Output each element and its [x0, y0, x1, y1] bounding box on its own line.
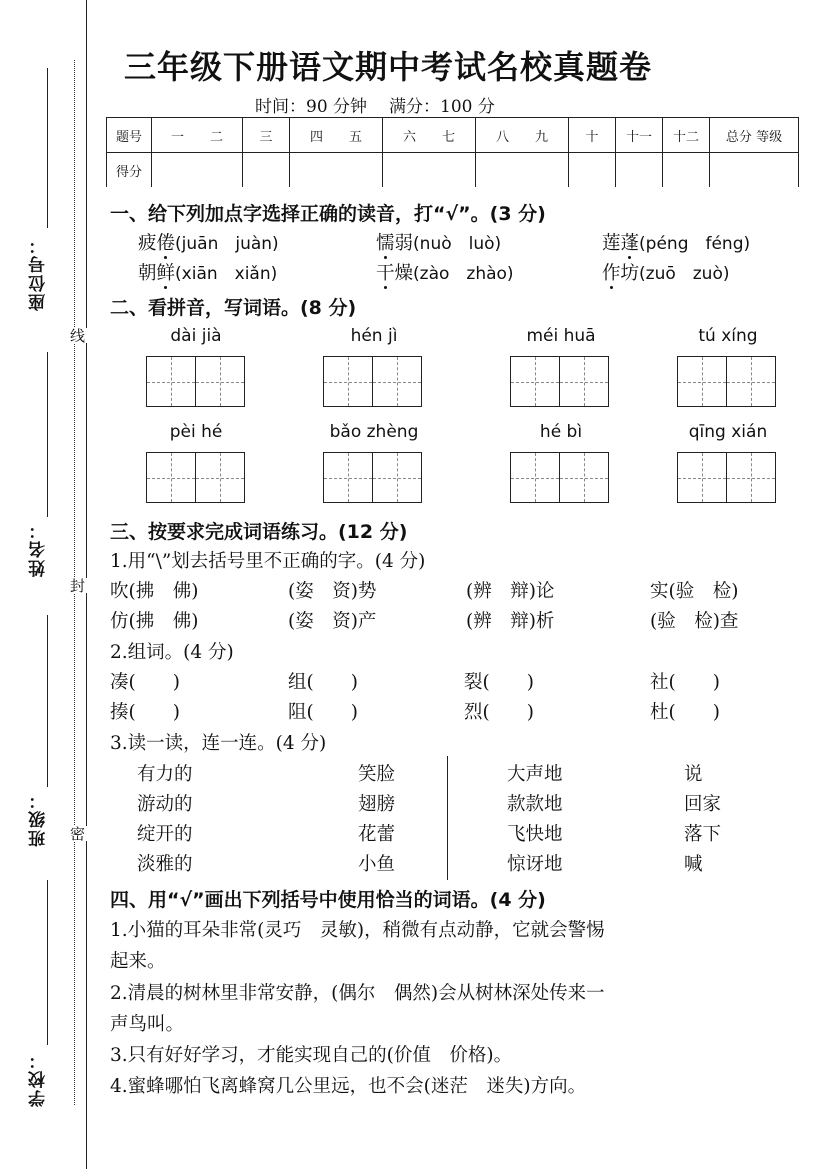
header-cell: 十二: [663, 118, 710, 153]
school-line: [47, 880, 48, 1045]
header-cell: 三: [243, 118, 290, 153]
page-title: 三年级下册语文期中考试名校真题卷: [124, 48, 653, 86]
writing-grid[interactable]: [677, 356, 776, 407]
seal-mark-seal: 封: [68, 578, 86, 593]
writing-grid[interactable]: [146, 452, 245, 503]
class-line: [47, 615, 48, 787]
word-blank[interactable]: 社( ): [650, 672, 720, 693]
match-word[interactable]: 惊讶地: [507, 854, 563, 875]
word-blank[interactable]: 杜( ): [650, 702, 720, 723]
pronunciation-item: 疲倦(juān juàn): [138, 233, 279, 254]
match-word[interactable]: 喊: [684, 854, 703, 875]
match-word[interactable]: 翅膀: [358, 794, 396, 815]
match-word[interactable]: 款款地: [507, 794, 563, 815]
question-4-line: 4.蜜蜂哪怕飞离蜂窝几公里远，也不会(迷茫 迷失)方向。: [110, 1076, 587, 1097]
header-cell: 六 七: [383, 118, 476, 153]
pronunciation-item: 懦弱(nuò luò): [376, 233, 502, 254]
writing-grid[interactable]: [146, 356, 245, 407]
writing-grid[interactable]: [510, 452, 609, 503]
class-label: 班级：: [29, 790, 49, 847]
question-4-line: 3.只有好好学习，才能实现自己的(价值 价格)。: [110, 1045, 513, 1066]
choice-item: (辨 辩)论: [466, 581, 555, 602]
header-cell: 十一: [616, 118, 663, 153]
pronunciation-item: 作坊(zuō zuò): [602, 263, 730, 284]
section-4-title: 四、用“√”画出下列括号中使用恰当的词语。(4 分): [110, 889, 546, 911]
choice-item: (辨 辩)析: [466, 611, 555, 632]
question-3-1: 1.用“\”划去括号里不正确的字。(4 分): [110, 551, 426, 572]
word-blank[interactable]: 揍( ): [110, 702, 180, 723]
header-cell: 一 二: [152, 118, 243, 153]
match-word[interactable]: 大声地: [507, 764, 563, 785]
section-2-title: 二、看拼音，写词语。(8 分): [110, 297, 357, 319]
header-cell: 题号: [107, 118, 152, 153]
seal-mark-line: 线: [68, 328, 86, 343]
match-word[interactable]: 落下: [684, 824, 722, 845]
match-word[interactable]: 回家: [684, 794, 722, 815]
score-cell[interactable]: [663, 153, 710, 188]
seal-mark-secret: 密: [68, 826, 86, 841]
pronunciation-item: 莲蓬(péng féng): [602, 233, 751, 254]
question-3-2: 2.组词。(4 分): [110, 642, 234, 663]
header-cell: 总分 等级: [710, 118, 799, 153]
score-cell[interactable]: [616, 153, 663, 188]
seat-number-label: 座位号：: [29, 235, 49, 311]
choice-item: 实(验 检): [650, 581, 739, 602]
pinyin-prompt: qīng xián: [688, 422, 768, 442]
writing-grid[interactable]: [677, 452, 776, 503]
school-label: 学校：: [29, 1050, 49, 1107]
name-label: 姓名：: [29, 520, 49, 577]
question-4-line: 1.小猫的耳朵非常(灵巧 灵敏)，稍微有点动静，它就会警惕: [110, 920, 605, 941]
score-cell[interactable]: [710, 153, 799, 188]
pinyin-prompt: bǎo zhèng: [329, 422, 419, 442]
score-table: [106, 117, 799, 187]
word-blank[interactable]: 阻( ): [288, 702, 358, 723]
exam-full-score: 满分：100 分: [389, 97, 495, 117]
question-4-line: 2.清晨的树林里非常安静，(偶尔 偶然)会从树林深处传来一: [110, 983, 605, 1004]
exam-info: [255, 92, 495, 117]
section-1-title: 一、给下列加点字选择正确的读音，打“√”。(3 分): [110, 203, 546, 225]
header-cell: 四 五: [290, 118, 383, 153]
match-word[interactable]: 花蕾: [358, 824, 396, 845]
question-4-line: 起来。: [110, 951, 166, 972]
writing-grid[interactable]: [323, 356, 422, 407]
score-cell[interactable]: [290, 153, 383, 188]
choice-item: (验 检)查: [650, 611, 739, 632]
exam-time: 时间：90 分钟: [255, 97, 368, 117]
seat-number-line: [47, 68, 48, 228]
choice-item: 仿(拂 佛): [110, 611, 199, 632]
pinyin-prompt: pèi hé: [169, 422, 223, 442]
pronunciation-item: 干燥(zào zhào): [376, 263, 514, 284]
section-3-title: 三、按要求完成词语练习。(12 分): [110, 521, 408, 543]
word-blank[interactable]: 裂( ): [464, 672, 534, 693]
match-word[interactable]: 绽开的: [137, 824, 193, 845]
score-table-score-row: [107, 153, 799, 188]
pinyin-prompt: tú xíng: [698, 326, 758, 346]
pinyin-prompt: méi huā: [526, 326, 596, 346]
pinyin-prompt: hén jì: [350, 326, 398, 346]
pinyin-prompt: hé bì: [539, 422, 583, 442]
choice-item: (姿 资)产: [288, 611, 377, 632]
pinyin-prompt: dài jià: [170, 326, 222, 346]
match-word[interactable]: 说: [684, 764, 703, 785]
match-word[interactable]: 小鱼: [358, 854, 396, 875]
choice-item: 吹(拂 佛): [110, 581, 199, 602]
score-cell[interactable]: [383, 153, 476, 188]
word-blank[interactable]: 烈( ): [464, 702, 534, 723]
header-cell: 十: [569, 118, 616, 153]
choice-item: (姿 资)势: [288, 581, 377, 602]
matching-divider: [447, 756, 448, 880]
question-4-line: 声鸟叫。: [110, 1014, 185, 1035]
score-cell[interactable]: [152, 153, 243, 188]
match-word[interactable]: 笑脸: [358, 764, 396, 785]
writing-grid[interactable]: [323, 452, 422, 503]
word-blank[interactable]: 组( ): [288, 672, 358, 693]
score-row-label: 得分: [107, 153, 152, 188]
score-table-header-row: [107, 118, 799, 153]
question-3-3: 3.读一读，连一连。(4 分): [110, 733, 327, 754]
match-word[interactable]: 淡雅的: [137, 854, 193, 875]
word-blank[interactable]: 凑( ): [110, 672, 180, 693]
score-cell[interactable]: [476, 153, 569, 188]
score-cell[interactable]: [243, 153, 290, 188]
writing-grid[interactable]: [510, 356, 609, 407]
score-cell[interactable]: [569, 153, 616, 188]
name-line: [47, 352, 48, 517]
header-cell: 八 九: [476, 118, 569, 153]
pronunciation-item: 朝鲜(xiān xiǎn): [138, 263, 278, 284]
match-word[interactable]: 有力的: [137, 764, 193, 785]
match-word[interactable]: 游动的: [137, 794, 193, 815]
match-word[interactable]: 飞快地: [507, 824, 563, 845]
